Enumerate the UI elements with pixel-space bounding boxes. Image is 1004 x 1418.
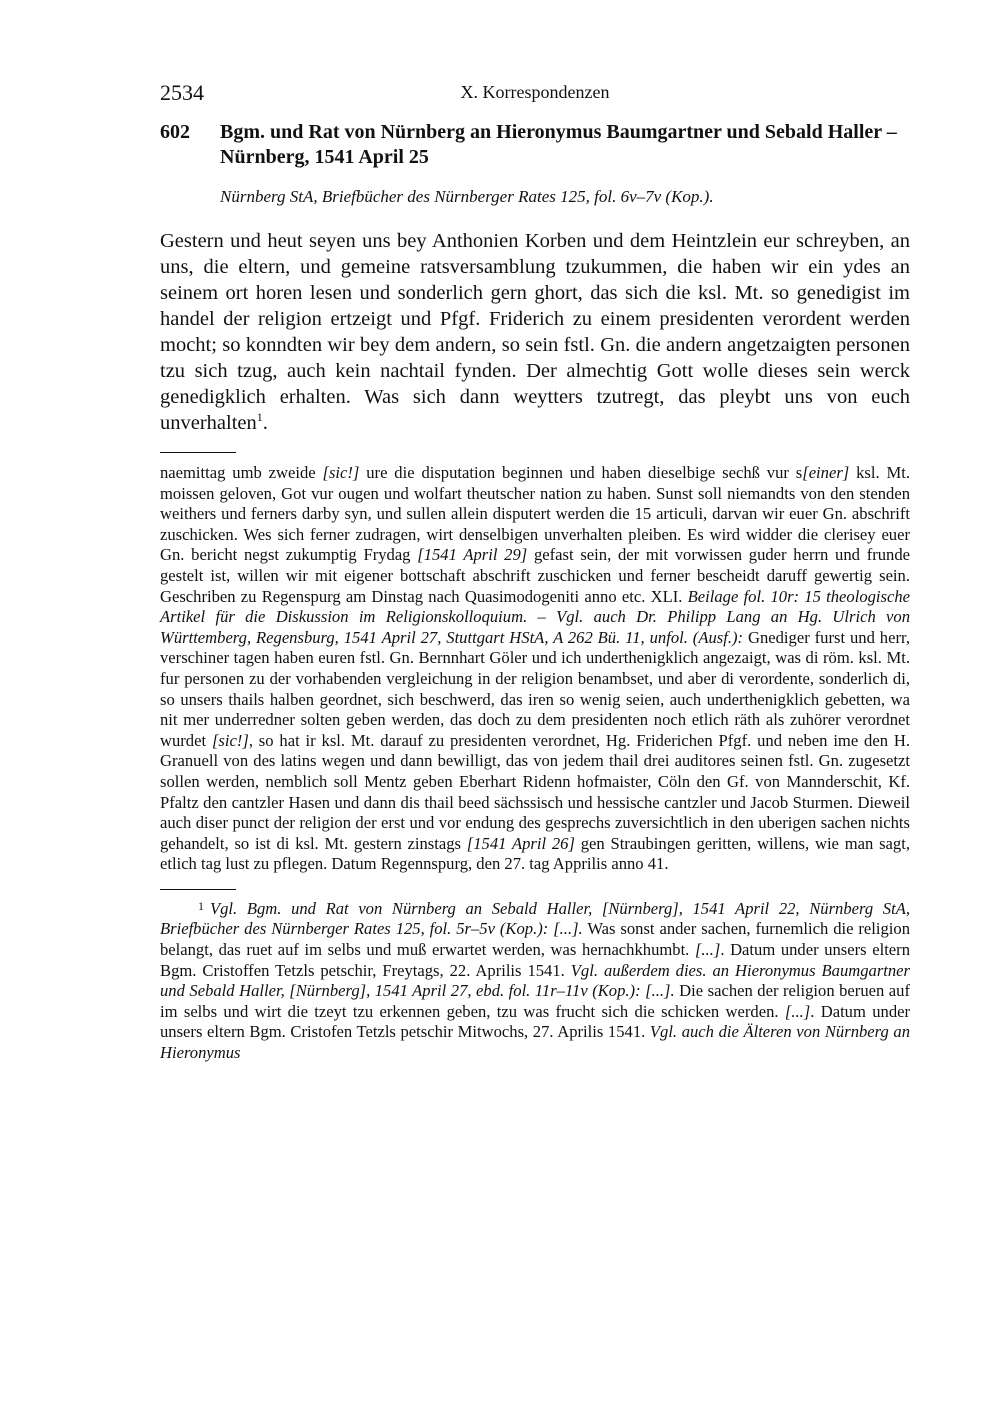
note-text: Gnediger furst und herr, verschiner tagen haben euren fstl. Gn. Bernnhart Göler und ich underthenigklich angezaigt, was di röm. ksl. Mt. fur personen zu der vorhabenden vergleichung in der religion benambset, und aber di verordente, sonderlich di, so unsers thails halben geordnet, sich beschwerd, das iren so wenig seien, auch underthenigklich gebetten, wa nit mer underredner solten geben werden, das doch zu dem presidenten noch etlich räth als zuhörer verordnet wurdet	[160, 627, 911, 750]
footnote-divider	[160, 452, 236, 453]
note-text: ure die disputation beginnen und haben dieselbige sechß vur s	[359, 463, 803, 482]
note-text: , so hat ir ksl. Mt. darauf zu presidenten verordnet, Hg. Friderichen Pfgf. und neben ime den H. Granuell von des latins wegen und dann bewilligt, das von jedem thail drei auditores seinen fstl. Gn. zugesetzt sollen werden, nemblich soll Mentz geben Eberhart Ridenn hofmaister, Cöln den Gf. von Mannderschit, Kf. Pfaltz den cantzler Hasen und dann dis thail beed sächssisch und hessische cantzler und Jacob Sturmen. Dieweil auch diser punct der religion der erst und vor endung des gesprechs zuversichtlich in den uberigen sachen nichts gehandelt, so ist di ksl. Mt. gestern zinstags	[160, 730, 910, 853]
letter-body-text: Gestern und heut seyen uns bey Anthonien Korben und dem Heintzlein eur schreyben, an uns, die eltern, und gemeine ratsversamblung tzukummen, die haben wir ein ydes an seinem ort horen lesen und sonderlich gern ghort, das sich die ksl. Mt. so genedigist im handel der religion ertzeigt und Pfgf. Friderich zu einem presidenten verordent werden mocht; so konndten wir bey dem andern, so sein fstl. Gn. die andern angetzaigten personen tzu sich tzug, auch kein nachtail fynden. Der almechtig Gott wolle dieses sein werck genedigklich erhalten. Was sich dann weytters tzutregt, das pleybt uns von euch unverhalten	[160, 230, 910, 434]
page	[160, 74, 910, 1064]
footnote-italic: [...]	[784, 1001, 811, 1021]
footnote-italic: [...]	[694, 940, 721, 960]
note-italic: Beilage fol. 10r: 15 theologische Artikel für die Diskussion im Religionskolloquium. – Vgl. auch Dr. Philipp Lang an Hg. Ulrich von Württemberg, Regensburg, 1541 April 27, Stuttgart HStA, A 262 Bü. 11, unfol. (Ausf.):	[160, 586, 911, 647]
note-italic: [1541 April 26]	[466, 833, 575, 853]
footnote-mark: 1	[198, 898, 204, 913]
footnote-text: Die sachen der religion beruen auf im selbs und wirt die tzeyt tzu erkennen geben, tzu was frucht sich die schicken werden.	[160, 981, 910, 1021]
document-heading	[160, 120, 910, 170]
footnote-italic: Vgl. auch die Älteren von Nürnberg an Hieronymus	[160, 1022, 910, 1063]
footnote-divider	[160, 889, 236, 890]
page-number: 2534	[160, 80, 204, 105]
footnote-text: . Datum under unsers eltern Bgm. Cristofen Tetzls petschir Mitwochs, 27. Aprilis 1541.	[160, 1001, 911, 1042]
note-text: naemittag umb zweide	[160, 463, 323, 482]
footnote-1	[160, 896, 910, 1064]
note-italic: [sic!]	[211, 730, 249, 750]
note-text: gen Straubingen geritten, willens, wie man sagt, etlich tag lust zu pflegen. Datum Regennspurg, den 27. tag Apprilis anno 41.	[160, 833, 910, 874]
footnote-reference[interactable]: 1	[256, 410, 263, 425]
footnote-italic: Vgl. außerdem dies. an Hieronymus Baumgartner und Sebald Haller, [Nürnberg], 1541 April 27, ebd. fol. 11r–11v (Kop.): [...].	[160, 960, 911, 1001]
document-title: Bgm. und Rat von Nürnberg an Hieronymus Baumgartner und Sebald Haller – Nürnberg, 1541 April 25	[220, 121, 897, 168]
running-title: X. Korrespondenzen	[460, 82, 610, 102]
running-head	[160, 74, 910, 108]
letter-body-end: .	[262, 412, 268, 434]
footnote-italic: Vgl. Bgm. und Rat von Nürnberg an Sebald Haller, [Nürnberg], 1541 April 22, Nürnberg StA, Briefbücher des Nürnberger Rates 125, fol. 5r–5v (Kop.): [...].	[160, 898, 910, 939]
footnote-text: Was sonst ander sachen, furnemlich die religion belangt, das ruet auf im selbs und muß erwartet werden, was hernachkhumbt.	[160, 919, 911, 960]
note-text: ksl. Mt. moissen geloven, Got vur ougen und wolfart theutscher nation zu haben. Sunst soll niemandts von den stenden weithers und ferners darby syn, und sullen allein disputert werden die 15 articuli, darvan wir euer Gn. abschrift zuschicken. Wes sich ferner zudragen, wirt denselbigen unverhalten pleiben. Es wird widder die clerisey euer Gn. bericht negst zukumptig Frydag	[160, 463, 911, 565]
document-source: Nürnberg StA, Briefbücher des Nürnberger Rates 125, fol. 6v–7v (Kop.).	[220, 187, 714, 206]
letter-body	[160, 228, 910, 436]
continued-footnote	[160, 463, 910, 875]
footnote-text: . Datum under unsers eltern Bgm. Cristoffen Tetzls petschir, Freytags, 22. Aprilis 1541.	[160, 940, 910, 980]
document-number: 602	[160, 121, 190, 143]
note-italic: [einer]	[802, 463, 850, 482]
note-italic: [1541 April 29]	[417, 545, 528, 565]
note-text: gefast sein, der mit vorwissen guder herrn und frunde gestelt ist, willen wir mit eigener bottschaft abschrift zuschicken und ferner bescheidt daruff gewertig sein. Geschriben zu Regenspurg am Dinstag nach Quasimodogeniti anno etc. XLI.	[160, 545, 911, 606]
note-italic: [sic!]	[322, 463, 360, 482]
